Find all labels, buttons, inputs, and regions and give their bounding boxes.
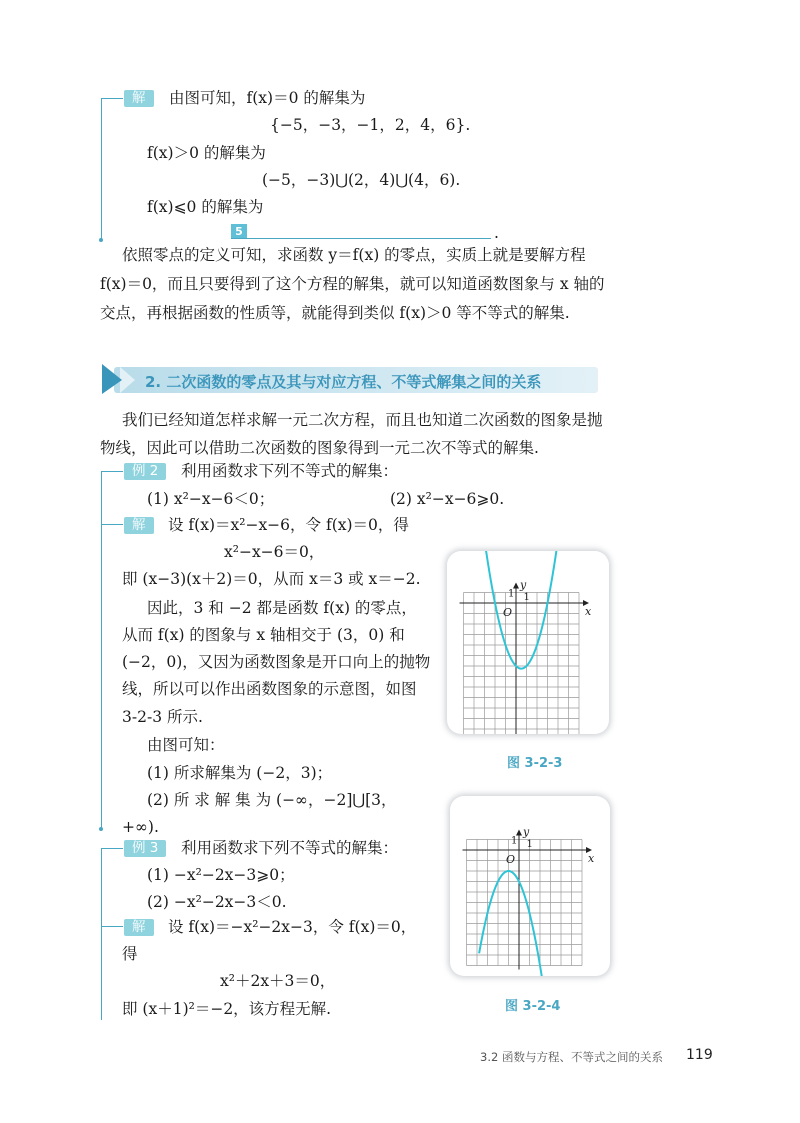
y-axis-label: y: [520, 578, 527, 592]
function-curve: [482, 551, 560, 669]
example3-bracket: [101, 848, 102, 1020]
solution-tag: 解: [124, 90, 154, 107]
example3-item2: (2) −x²−2x−3＜0.: [147, 893, 287, 911]
solution3-line1: 设 f(x)＝−x²−2x−3，令 f(x)＝0，: [168, 918, 417, 936]
solution2-line3: 即 (x−3)(x＋2)＝0，从而 x＝3 或 x＝−2.: [122, 570, 421, 588]
solution1-bracket-end: [99, 238, 103, 242]
example2-bracket-end: [99, 827, 103, 831]
solution3-line2: 得: [122, 945, 138, 963]
blank-end-period: .: [494, 224, 499, 242]
solution1-bracket-top: [101, 98, 123, 99]
figure-3-2-4-graph: [450, 796, 610, 976]
figure-3-2-3-card: [447, 551, 609, 734]
blank-number-badge: 5: [231, 224, 247, 239]
solution-tag: 解: [124, 919, 154, 936]
y-tick-label: 1: [508, 588, 515, 600]
solution1-line1: 由图可知，f(x)＝0 的解集为: [169, 89, 366, 107]
paragraph1-line3: 交点，再根据函数的性质等，就能得到类似 f(x)＞0 等不等式的解集.: [100, 304, 570, 322]
solution-tag: 解: [124, 517, 154, 534]
answer-blank[interactable]: [231, 238, 491, 239]
solution1-set2: (−5，−3)⋃(2，4)⋃(4，6).: [262, 171, 461, 189]
solution2-line7: 线，所以可以作出函数图象的示意图，如图: [122, 680, 417, 698]
figure-3-2-4-caption: 图 3-2-4: [505, 999, 561, 1014]
solution3-line3: x²＋2x＋3＝0，: [220, 972, 336, 990]
solution2-bracket-top: [101, 524, 123, 525]
example2-tag: 例 2: [124, 463, 166, 480]
solution2-line10: (1) 所求解集为 (−2，3)；: [147, 764, 333, 782]
solution2-line11: (2) 所 求 解 集 为 (−∞，−2]⋃[3，: [147, 791, 397, 809]
solution2-line9: 由图可知：: [147, 736, 225, 754]
solution1-line3: f(x)⩽0 的解集为: [147, 198, 264, 216]
figure-3-2-3-caption: 图 3-2-3: [507, 756, 563, 771]
origin-label: O: [503, 606, 513, 619]
solution2-line5: 从而 f(x) 的图象与 x 轴相交于 (3，0) 和: [122, 626, 405, 644]
solution2-line1: 设 f(x)＝x²−x−6，令 f(x)＝0，得: [168, 516, 409, 534]
x-axis-label: x: [588, 852, 595, 865]
x-tick-label: 1: [523, 592, 530, 603]
solution3-bracket-top: [101, 926, 123, 927]
example3-item1: (1) −x²−2x−3⩾0；: [147, 866, 295, 884]
section-title: 2. 二次函数的零点及其与对应方程、不等式解集之间的关系: [145, 373, 542, 391]
solution2-line4: 因此，3 和 −2 都是函数 f(x) 的零点，: [147, 599, 417, 617]
figure-3-2-4-card: [450, 796, 610, 976]
footer-section-title: 3.2 函数与方程、不等式之间的关系: [480, 1050, 663, 1064]
page-number: 119: [686, 1047, 713, 1063]
figure-3-2-3-graph: [447, 551, 609, 734]
y-axis-label: y: [523, 825, 530, 839]
example2-bracket-top: [101, 471, 123, 472]
paragraph1-line1: 依照零点的定义可知，求函数 y＝f(x) 的零点，实质上就是要解方程: [122, 246, 586, 264]
origin-label: O: [506, 853, 516, 866]
solution2-line2: x²−x−6＝0，: [224, 543, 325, 561]
solution2-line6: (−2，0)，又因为函数图象是开口向上的抛物: [122, 653, 431, 671]
example3-prompt: 利用函数求下列不等式的解集：: [181, 839, 399, 857]
solution2-line12: +∞).: [122, 818, 159, 836]
example3-tag: 例 3: [124, 840, 166, 857]
x-axis-label: x: [585, 605, 592, 618]
x-tick-label: 1: [526, 839, 533, 850]
solution1-set1: {−5，−3，−1，2，4，6}.: [270, 116, 471, 134]
solution1-bracket: [101, 98, 102, 240]
example2-item2: (2) x²−x−6⩾0.: [390, 490, 505, 508]
paragraph2-line2: 物线，因此可以借助二次函数的图象得到一元二次不等式的解集.: [100, 439, 539, 457]
solution2-line8: 3-2-3 所示.: [122, 708, 203, 726]
example2-prompt: 利用函数求下列不等式的解集：: [181, 462, 399, 480]
example2-item1: (1) x²−x−6＜0；: [147, 490, 275, 508]
solution3-line4: 即 (x＋1)²＝−2，该方程无解.: [122, 1000, 332, 1018]
paragraph1-line2: f(x)＝0，而且只要得到了这个方程的解集，就可以知道函数图象与 x 轴的: [100, 275, 605, 293]
paragraph2-line1: 我们已经知道怎样求解一元二次方程，而且也知道二次函数的图象是抛: [122, 411, 603, 429]
example3-bracket-top: [101, 848, 123, 849]
y-tick-label: 1: [511, 835, 518, 847]
solution1-line2: f(x)＞0 的解集为: [147, 144, 266, 162]
